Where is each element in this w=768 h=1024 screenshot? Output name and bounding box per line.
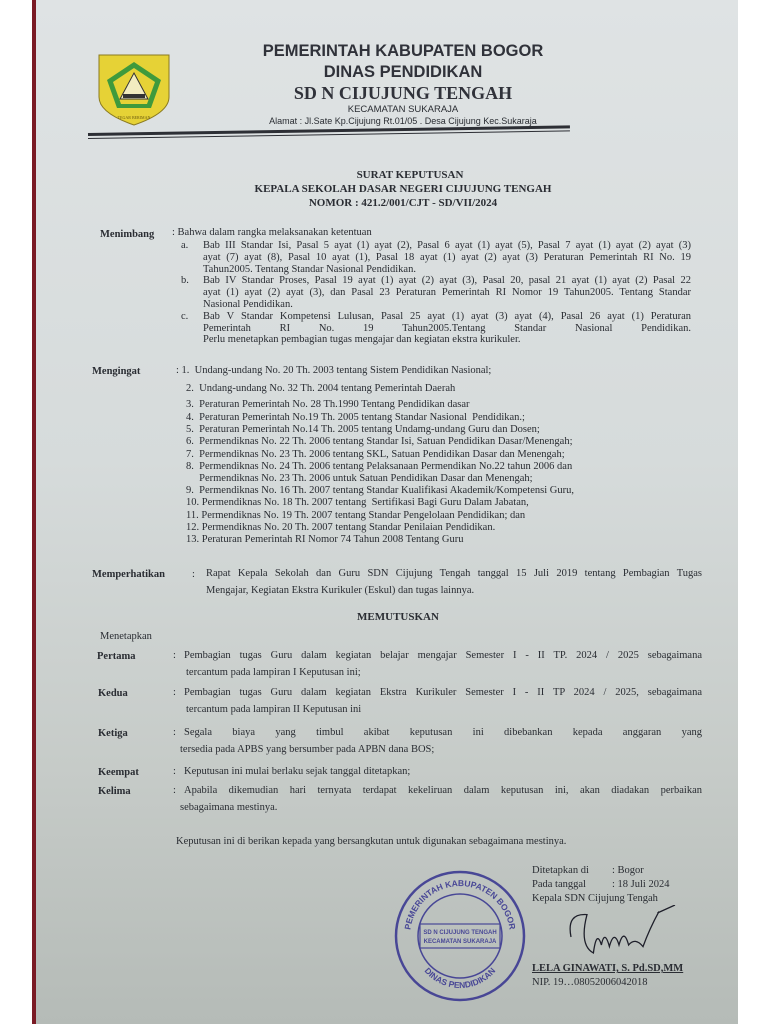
decision-line: Apabila dikemudian hari ternyata terdapat kekeliruan dalam keputusan ini, akan diadakan perbaikan xyxy=(184,785,702,796)
decision-colon: : xyxy=(173,766,176,777)
mengingat-item: 7. Permendiknas No. 23 Th. 2006 tentang SKL, Satuan Pendidikan Dasar dan Menengah; xyxy=(186,448,565,460)
decision-colon: : xyxy=(173,727,176,738)
memperhatikan-line: Rapat Kepala Sekolah dan Guru SDN Cijujung Tengah tanggal 15 Juli 2019 tentang Pembagian Tugas xyxy=(206,568,702,579)
menimbang-item-line: ayat (7) ayat (8), Pasal 10 ayat (1), Pasal 18 ayat (1) ayat (2) ayat (3) Peraturan Pemerintah RI No. 19 xyxy=(203,251,691,263)
place-value: : Bogor xyxy=(612,865,644,876)
mengingat-item: 10. Permendiknas No. 18 Th. 2007 tentang Sertifikasi Bagi Guru Dalam Jabatan, xyxy=(186,497,529,509)
mengingat-item: : 1. Undang-undang No. 20 Th. 2003 tentang Sistem Pendidikan Nasional; xyxy=(176,365,492,376)
memperhatikan-line: Mengajar, Kegiatan Ekstra Kurikuler (Eskul) dan tugas lainnya. xyxy=(206,585,475,596)
signatory-name: LELA GINAWATI, S. Pd.SD,MM xyxy=(532,963,684,974)
menimbang-item-line: Bab III Standar Isi, Pasal 5 ayat (1) ayat (2), Pasal 6 ayat (1) ayat (5), Pasal 7 ayat (1) ayat (2) ayat (3) xyxy=(203,240,691,251)
memperhatikan-label: Memperhatikan xyxy=(92,569,165,580)
official-stamp xyxy=(392,868,528,1004)
mengingat-item: 4. Peraturan Pemerintah No.19 Th. 2005 tentang Standar Nasional Pendidikan.; xyxy=(186,412,525,423)
decision-colon: : xyxy=(173,785,176,796)
signature-scribble xyxy=(540,905,690,961)
doc-subtitle: KEPALA SEKOLAH DASAR NEGERI CIJUJUNG TENGAH xyxy=(254,183,552,195)
memutuskan-heading: MEMUTUSKAN xyxy=(357,611,439,623)
decision-line: Pembagian tugas Guru dalam kegiatan Ekstra Kurikuler Semester I - II TP 2024 / 2025, sebagaimana xyxy=(184,687,702,698)
decision-label: Kedua xyxy=(98,688,128,699)
menimbang-item-marker: a. xyxy=(181,240,189,251)
letterhead-government: PEMERINTAH KABUPATEN BOGOR xyxy=(262,42,544,60)
decision-line: tercantum pada lampiran II Keputusan ini xyxy=(186,704,362,715)
signatory-nip: NIP. 19…08052006042018 xyxy=(532,977,648,988)
decision-colon: : xyxy=(173,650,176,661)
decision-line: Pembagian tugas Guru dalam kegiatan belajar mengajar Semester I - II TP. 2024 / 2025 sebagaimana xyxy=(184,650,702,661)
decision-label: Keempat xyxy=(98,767,139,778)
decision-label: Ketiga xyxy=(98,728,128,739)
letterhead-department: DINAS PENDIDIKAN xyxy=(323,63,483,81)
decision-line: Segala biaya yang timbul akibat keputusan ini dibebankan kepada anggaran yang xyxy=(184,727,702,738)
menimbang-item-line: Perlu menetapkan pembagian tugas mengajar dan kegiatan ekstra kurikuler. xyxy=(203,334,521,346)
closing-statement: Keputusan ini di berikan kepada yang bersangkutan untuk digunakan sebagaimana mestinya. xyxy=(176,836,567,847)
doc-title: SURAT KEPUTUSAN xyxy=(356,169,464,181)
decision-colon: : xyxy=(173,687,176,698)
decision-line: tersedia pada APBS yang bersumber pada APBN dana BOS; xyxy=(180,744,435,755)
logo-motto: TEGAR BERIMAN xyxy=(117,115,151,120)
mengingat-item: Permendiknas No. 23 Th. 2006 untuk Satuan Pendidikan Dasar dan Menengah; xyxy=(186,473,533,484)
menimbang-item-marker: c. xyxy=(181,310,189,322)
letterhead-district: KECAMATAN SUKARAJA xyxy=(347,104,459,115)
mengingat-item: 13. Peraturan Pemerintah RI Nomor 74 Tahun 2008 Tentang Guru xyxy=(186,534,464,545)
mengingat-label: Mengingat xyxy=(92,366,141,377)
mengingat-item: 11. Permendiknas No. 19 Th. 2007 tentang Standar Pengelolaan Pendidikan; dan xyxy=(186,509,526,521)
stamp-ring-top: PEMERINTAH KABUPATEN BOGOR xyxy=(402,877,518,931)
decision-label: Kelima xyxy=(98,786,131,797)
letterhead-address: Alamat : Jl.Sate Kp.Cijujung Rt.01/05 . Desa Cijujung Kec.Sukaraja xyxy=(269,116,537,126)
mengingat-item: 2. Undang-undang No. 32 Th. 2004 tentang Pemerintah Daerah xyxy=(186,383,456,394)
stamp-center-line: SD N CIJUJUNG TENGAH xyxy=(423,930,497,936)
decision-line: Keputusan ini mulai berlaku sejak tanggal ditetapkan; xyxy=(184,766,411,777)
mengingat-item: 9. Permendiknas No. 16 Th. 2007 tentang Standar Kualifikasi Akademik/Kompetensi Guru, xyxy=(186,485,574,497)
stamp-ring-bottom: DINAS PENDIDIKAN xyxy=(422,965,498,991)
place-label: Ditetapkan di xyxy=(532,865,589,876)
decision-line: sebagaimana mestinya. xyxy=(180,802,278,813)
mengingat-item: 12. Permendiknas No. 20 Th. 2007 tentang Standar Penilaian Pendidikan. xyxy=(186,521,496,533)
menetapkan-label: Menetapkan xyxy=(100,631,152,642)
mengingat-item: 3. Peraturan Pemerintah No. 28 Th.1990 Tentang Pendidikan dasar xyxy=(186,399,470,410)
regency-logo xyxy=(96,53,172,127)
menimbang-item-line: Bab V Standar Kompetensi Lulusan, Pasal 25 ayat (1) ayat (3) ayat (4), Pasal 26 ayat (1) Peraturan xyxy=(203,310,691,322)
letterhead-school: SD N CIJUJUNG TENGAH xyxy=(293,83,513,103)
mengingat-item: 8. Permendiknas No. 24 Th. 2006 tentang Pelaksanaan Permendikan No.22 tahun 2006 dan xyxy=(186,460,573,472)
menimbang-item-line: ayat (1) ayat (2) ayat (3), dan Pasal 23 Peraturan Pemerintah RI Nomor 19 Tahun2005. Tentang Standar xyxy=(203,287,691,299)
mengingat-item: 5. Peraturan Pemerintah No.14 Th. 2005 tentang Undamg-undang Guru dan Dosen; xyxy=(186,424,540,436)
date-label: Pada tanggal xyxy=(532,879,586,890)
doc-number: NOMOR : 421.2/001/CJT - SD/VII/2024 xyxy=(308,197,498,209)
menimbang-item-marker: b. xyxy=(181,275,189,287)
menimbang-item-line: Bab IV Standar Proses, Pasal 19 ayat (1) ayat (2) ayat (3), Pasal 20, pasal 21 ayat (1) ayat (2) Pasal 22 xyxy=(203,275,691,287)
menimbang-label: Menimbang xyxy=(100,229,155,240)
menimbang-item-line: Nasional Pendidikan. xyxy=(203,299,293,310)
decision-line: tercantum pada lampiran I Keputusan ini; xyxy=(186,667,361,678)
mengingat-item: 6. Permendiknas No. 22 Th. 2006 tentang Standar Isi, Satuan Pendidikan Dasar/Menengah; xyxy=(186,436,573,448)
menimbang-item-line: Pemerintah RI No. 19 Tahun2005.Tentang Standar Nasional Pendidikan. xyxy=(203,322,691,334)
stamp-center-line: KECAMATAN SUKARAJA xyxy=(423,939,497,945)
memperhatikan-colon: : xyxy=(192,569,195,580)
menimbang-item-line: Tahun2005. Tentang Standar Nasional Pendidikan. xyxy=(203,263,416,275)
signatory-position: Kepala SDN Cijujung Tengah xyxy=(532,893,658,904)
menimbang-intro: : Bahwa dalam rangka melaksanakan ketentuan xyxy=(172,227,372,238)
decision-label: Pertama xyxy=(97,651,136,662)
date-value: : 18 Juli 2024 xyxy=(612,879,670,890)
